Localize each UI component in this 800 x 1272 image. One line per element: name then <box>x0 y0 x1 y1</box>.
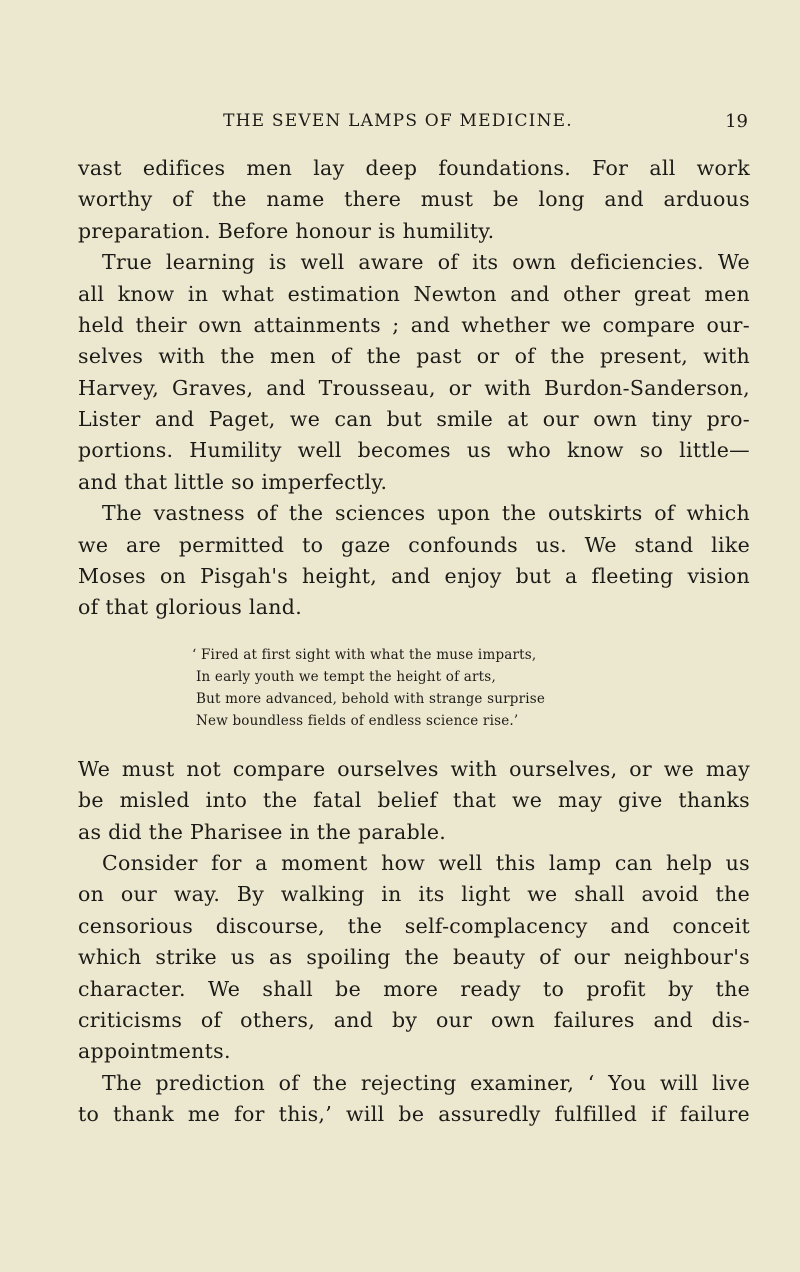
text-line: Lister and Paget, we can but smile at our own tiny pro- <box>78 407 750 431</box>
text-line: portions. Humility well becomes us who know so little— <box>78 438 750 462</box>
text-line: worthy of the name there must be long and arduous <box>78 187 750 211</box>
text-line: Harvey, Graves, and Trousseau, or with Burdon-Sanderson, <box>78 376 750 400</box>
text-line: The vastness of the sciences upon the outskirts of which <box>102 501 750 525</box>
running-head <box>78 111 748 135</box>
text-line: Moses on Pisgah's height, and enjoy but a fleeting vision <box>78 564 750 588</box>
text-line: and that little so imperfectly. <box>78 470 388 494</box>
verse-line: ‘ Fired at first sight with what the muse imparts, <box>192 647 537 663</box>
text-line: to thank me for this,’ will be assuredly fulfilled if failure <box>78 1102 750 1126</box>
text-line: held their own attainments ; and whether we compare our- <box>78 313 750 337</box>
verse-line: But more advanced, behold with strange surprise <box>196 691 546 707</box>
text-line: preparation. Before honour is humility. <box>78 219 495 243</box>
text-line: all know in what estimation Newton and other great men <box>78 282 750 306</box>
text-line: True learning is well aware of its own deficiencies. We <box>102 250 750 274</box>
running-title: THE SEVEN LAMPS OF MEDICINE. <box>223 111 573 131</box>
text-line: we are permitted to gaze confounds us. We stand like <box>78 533 750 557</box>
text-line: as did the Pharisee in the parable. <box>78 820 447 844</box>
text-line: The prediction of the rejecting examiner, ‘ You will live <box>102 1071 750 1095</box>
text-line: vast edifices men lay deep foundations. For all work <box>78 156 750 180</box>
text-line: which strike us as spoiling the beauty of our neighbour's <box>78 945 750 969</box>
text-line: appointments. <box>78 1039 231 1063</box>
verse-line: New boundless fields of endless science rise.’ <box>196 713 519 729</box>
text-line: character. We shall be more ready to profit by the <box>78 977 750 1001</box>
text-line: criticisms of others, and by our own failures and dis- <box>78 1008 750 1032</box>
text-line: on our way. By walking in its light we shall avoid the <box>78 882 750 906</box>
text-line: selves with the men of the past or of the present, with <box>78 344 750 368</box>
text-line: We must not compare ourselves with ourselves, or we may <box>78 757 750 781</box>
text-line: be misled into the fatal belief that we may give thanks <box>78 788 750 812</box>
verse-line: In early youth we tempt the height of arts, <box>196 669 496 685</box>
text-line: of that glorious land. <box>78 595 303 619</box>
text-line: Consider for a moment how well this lamp can help us <box>102 851 750 875</box>
text-line: censorious discourse, the self-complacency and conceit <box>78 914 750 938</box>
page-number: 19 <box>725 111 748 132</box>
